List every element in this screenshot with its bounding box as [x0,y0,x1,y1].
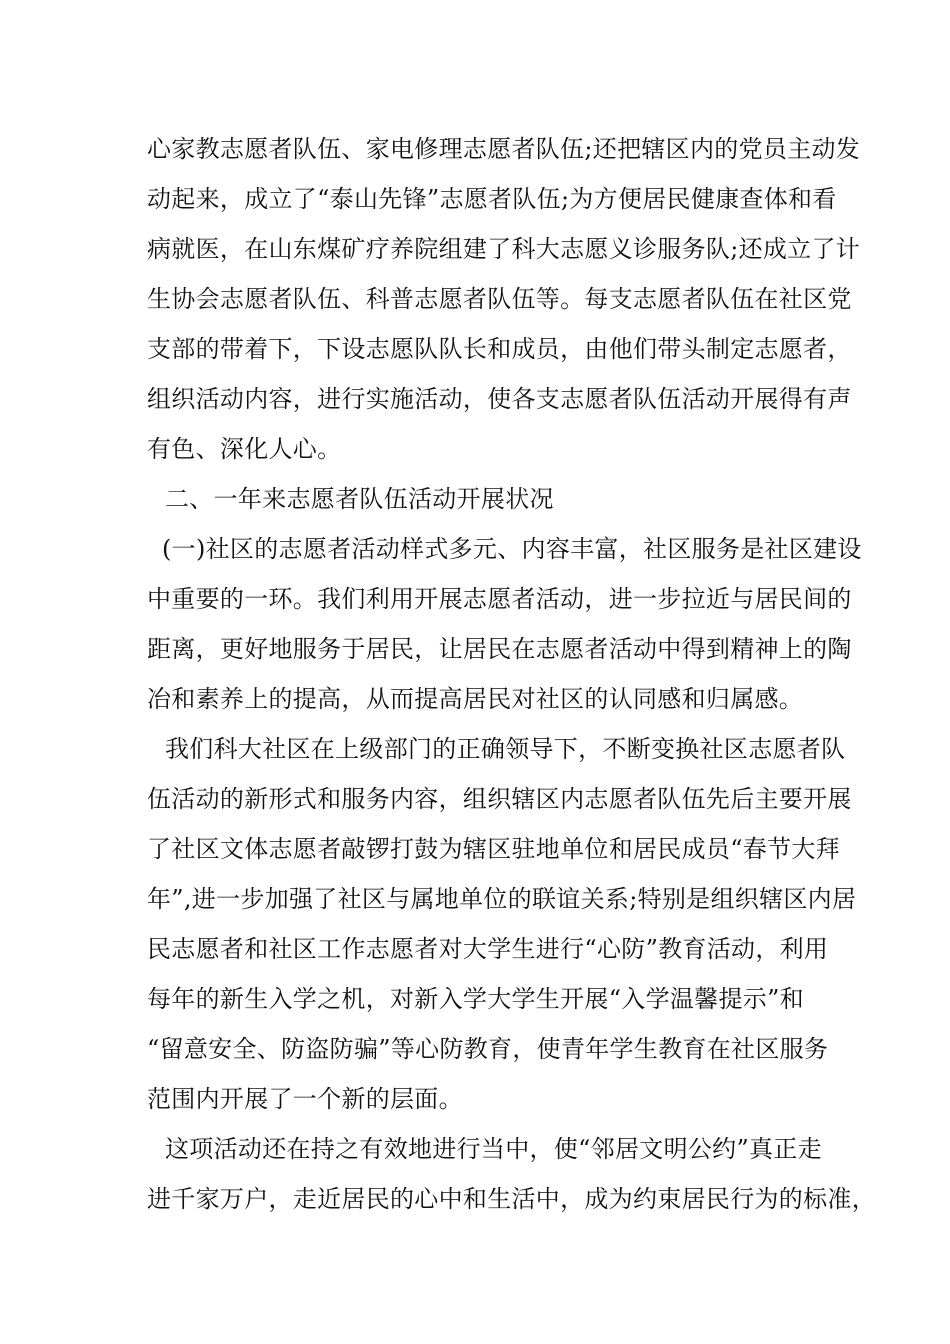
text-line: 支部的带着下，下设志愿队队长和成员，由他们带头制定志愿者， [147,335,852,363]
text-line: 冶和素养上的提高，从而提高居民对社区的认同感和归属感。 [147,685,804,713]
text-line: 有色、深化人心。 [147,435,342,463]
text-line: 病就医，在山东煤矿疗养院组建了科大志愿义诊服务队;还成立了计 [147,235,861,263]
text-line: 年”,进一步加强了社区与属地单位的联谊关系;特别是组织辖区内居 [147,885,857,913]
text-line: 中重要的一环。我们利用开展志愿者活动，进一步拉近与居民间的 [147,585,852,613]
text-line: 心家教志愿者队伍、家电修理志愿者队伍;还把辖区内的党员主动发 [147,135,861,163]
text-line: 我们科大社区在上级部门的正确领导下，不断变换社区志愿者队 [165,735,846,763]
text-line: “留意安全、防盗防骗”等心防教育，使青年学生教育在社区服务 [147,1035,829,1063]
text-line: 距离，更好地服务于居民，让居民在志愿者活动中得到精神上的陶 [147,635,852,663]
text-line: 组织活动内容，进行实施活动，使各支志愿者队伍活动开展得有声 [147,385,852,413]
text-line: 动起来，成立了“泰山先锋”志愿者队伍;为方便居民健康查体和看 [147,185,837,213]
text-line: 伍活动的新形式和服务内容，组织辖区内志愿者队伍先后主要开展 [147,785,852,813]
text-line: 进千家万户，走近居民的心中和生活中，成为约束居民行为的标准， [147,1185,876,1213]
text-line: (一)社区的志愿者活动样式多元、内容丰富，社区服务是社区建设 [162,535,862,563]
text-line: 每年的新生入学之机，对新入学大学生开展“入学温馨提示”和 [147,985,804,1013]
text-line: 了社区文体志愿者敲锣打鼓为辖区驻地单位和居民成员“春节大拜 [147,835,840,863]
text-line: 这项活动还在持之有效地进行当中，使“邻居文明公约”真正走 [165,1135,822,1163]
text-line: 民志愿者和社区工作志愿者对大学生进行“心防”教育活动，利用 [147,935,829,963]
text-line: 范围内开展了一个新的层面。 [147,1085,463,1113]
section-heading: 二、一年来志愿者队伍活动开展状况 [165,485,554,513]
text-line: 生协会志愿者队伍、科普志愿者队伍等。每支志愿者队伍在社区党 [147,285,852,313]
